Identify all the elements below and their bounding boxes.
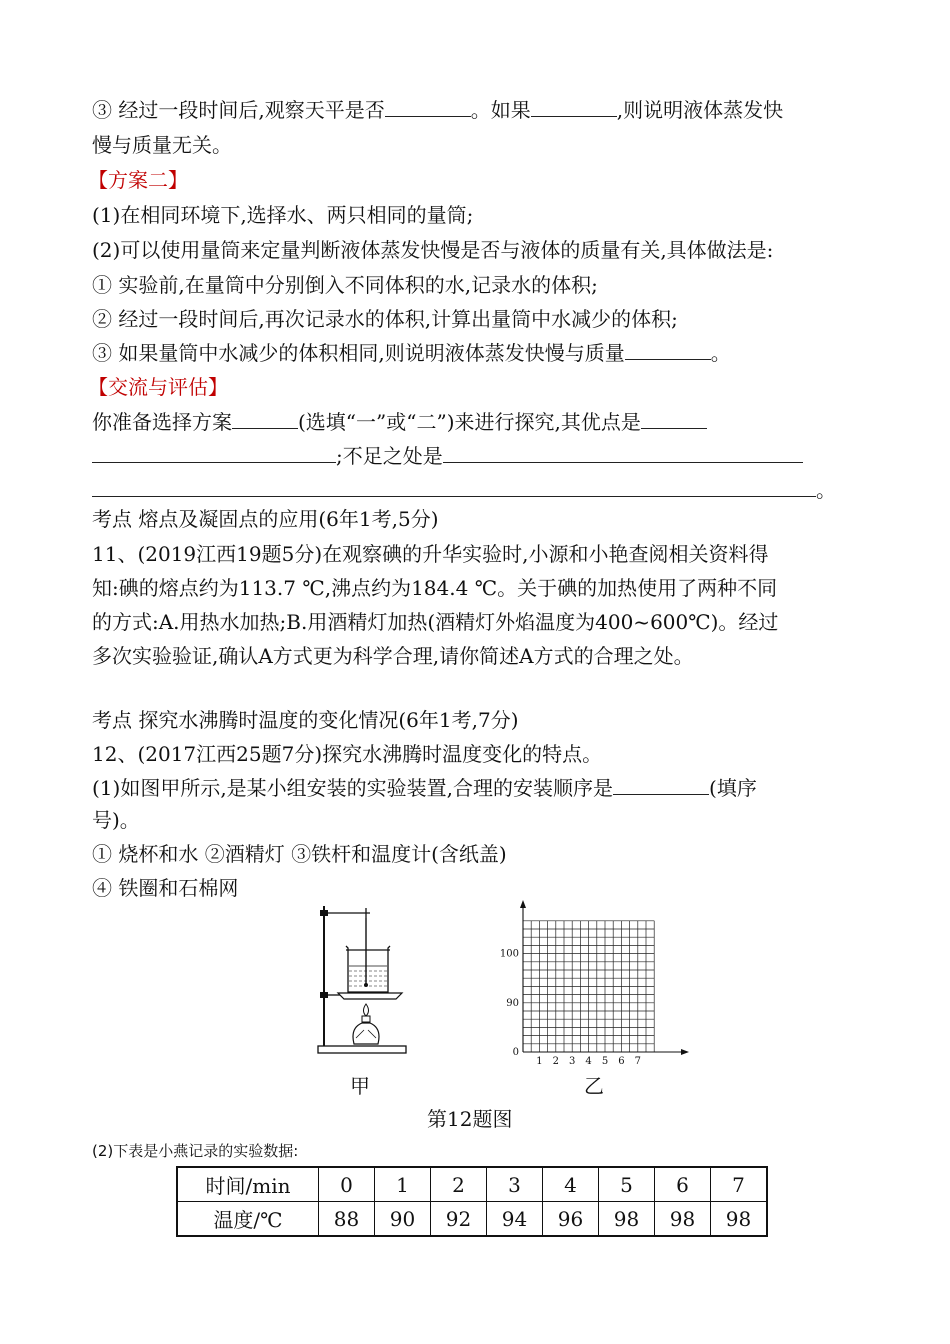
blank[interactable]: [625, 339, 711, 360]
table-cell: 7: [711, 1167, 768, 1202]
blank[interactable]: [613, 774, 709, 795]
table-row: [177, 1167, 767, 1202]
y-tick-label: 90: [506, 997, 519, 1009]
table-cell: 98: [655, 1202, 711, 1237]
table-cell: 98: [711, 1202, 768, 1237]
figure-caption: 第12题图: [427, 1107, 513, 1131]
text-line: 慢与质量无关。: [92, 133, 232, 157]
question-text: 的方式:A.用热水加热;B.用酒精灯加热(酒精灯外焰温度为400~600℃)。经过: [92, 610, 779, 634]
figure-label-left: 甲: [350, 1074, 370, 1098]
table-cell: 90: [375, 1202, 431, 1237]
blank[interactable]: [385, 96, 471, 117]
step3-line: ③ 经过一段时间后,观察天平是否 。如果 ,则说明液体蒸发快: [92, 98, 784, 122]
text-line: (2)可以使用量筒来定量判断液体蒸发快慢是否与液体的质量有关,具体做法是:: [92, 238, 774, 262]
table-row: [177, 1202, 767, 1237]
question-text: 知:碘的熔点约为113.7 ℃,沸点约为184.4 ℃。关于碘的加热使用了两种不同: [92, 576, 778, 600]
x-tick-label: 6: [618, 1056, 625, 1066]
x-tick-label: 3: [569, 1056, 576, 1066]
table-cell: 94: [487, 1202, 543, 1237]
data-table: [176, 1166, 768, 1237]
blank[interactable]: [92, 476, 816, 497]
text-line: (1)在相同环境下,选择水、两只相同的量筒;: [92, 203, 474, 227]
table-cell: 98: [599, 1202, 655, 1237]
table-cell: 4: [543, 1167, 599, 1202]
table-cell: 1: [375, 1167, 431, 1202]
question-text: 号)。: [92, 808, 140, 832]
question-text: 多次实验验证,确认A方式更为科学合理,请你简述A方式的合理之处。: [92, 644, 694, 668]
y-axis-arrow: [520, 900, 526, 908]
text-line: ;不足之处是: [92, 442, 803, 470]
question-text: ④ 铁圈和石棉网: [92, 876, 239, 900]
section-heading: 【方案二】: [88, 168, 188, 192]
blank[interactable]: [232, 408, 298, 429]
row-header: 时间/min: [177, 1167, 319, 1202]
blank[interactable]: [92, 442, 336, 463]
x-tick-label: 5: [601, 1056, 609, 1066]
text-line: 你准备选择方案 (选填“一”或“二”)来进行探究,其优点是: [92, 408, 707, 436]
x-tick-label: 2: [552, 1056, 559, 1066]
section-heading: 【交流与评估】: [88, 375, 228, 399]
table-cell: 5: [599, 1167, 655, 1202]
figure-label-right: 乙: [584, 1074, 604, 1098]
table-cell: 6: [655, 1167, 711, 1202]
question-text: (1)如图甲所示,是某小组安装的实验装置,合理的安装顺序是 (填序: [92, 776, 757, 800]
table-cell: 3: [487, 1167, 543, 1202]
table-cell: 96: [543, 1202, 599, 1237]
x-axis-arrow: [681, 1049, 689, 1055]
table-cell: 0: [319, 1167, 375, 1202]
question-text: 11、(2019江西19题5分)在观察碘的升华实验时,小源和小艳查阅相关资料得: [92, 542, 769, 566]
text-line: ① 实验前,在量筒中分别倒入不同体积的水,记录水的体积;: [92, 273, 598, 297]
blank[interactable]: [531, 96, 617, 117]
y-tick-label: 100: [499, 948, 519, 960]
row-header: 温度/℃: [177, 1202, 319, 1237]
temperature-grid-chart: [495, 898, 695, 1066]
topic-line: 考点 熔点及凝固点的应用(6年1考,5分): [92, 507, 439, 531]
x-tick-label: 4: [585, 1056, 592, 1066]
table-intro: (2)下表是小燕记录的实验数据:: [92, 1142, 299, 1160]
question-text: ① 烧杯和水 ②酒精灯 ③铁杆和温度计(含纸盖): [92, 842, 507, 866]
text-line: ② 经过一段时间后,再次记录水的体积,计算出量筒中水减少的体积;: [92, 307, 678, 331]
x-tick-label: 7: [634, 1056, 641, 1066]
blank[interactable]: [443, 442, 803, 463]
text-line: 。: [92, 476, 836, 504]
table-cell: 2: [431, 1167, 487, 1202]
table-cell: 88: [319, 1202, 375, 1237]
table-cell: 92: [431, 1202, 487, 1237]
y-tick-label: 0: [512, 1047, 519, 1058]
blank[interactable]: [641, 408, 707, 429]
topic-line: 考点 探究水沸腾时温度的变化情况(6年1考,7分): [92, 708, 519, 732]
text-line: ③ 如果量筒中水减少的体积相同,则说明液体蒸发快慢与质量 。: [92, 341, 731, 365]
apparatus-figure: [312, 900, 412, 1058]
question-text: 12、(2017江西25题7分)探究水沸腾时温度变化的特点。: [92, 742, 603, 766]
x-tick-label: 1: [536, 1056, 543, 1066]
